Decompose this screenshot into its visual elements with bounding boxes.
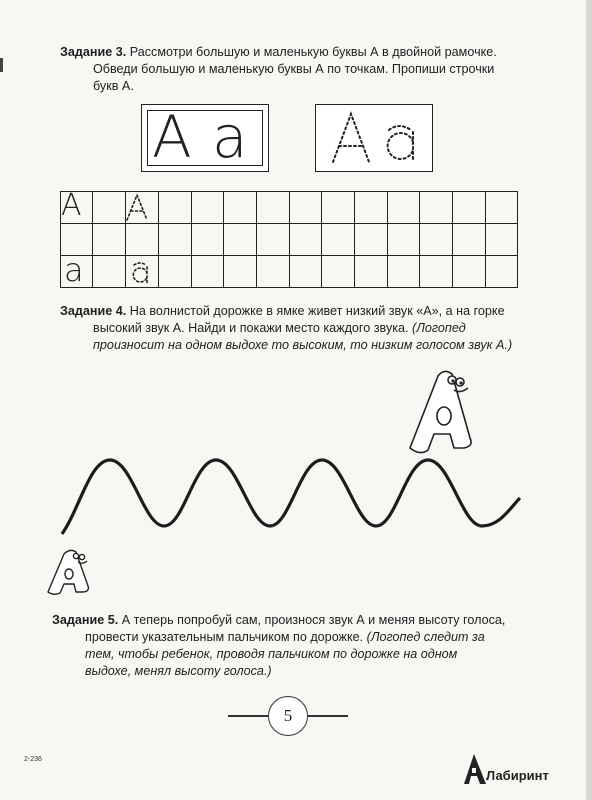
page-edge [586, 0, 592, 800]
grid-letter-lower: а [64, 251, 84, 289]
writing-grid [60, 188, 520, 291]
watermark-logo-icon [462, 752, 488, 786]
page-number-line-right [308, 715, 348, 717]
task4-text [60, 303, 550, 354]
binding-mark [0, 58, 3, 72]
task4-line1: На волнистой дорожке в ямке живет низкий звук «А», а на горке [129, 304, 505, 318]
cartoon-letter-a-large [404, 366, 484, 462]
task5-line4-italic: выдохе, менял высоту голоса.) [85, 664, 272, 678]
dotted-lower-a [388, 126, 413, 162]
task5-title: Задание 5. [52, 613, 119, 627]
task5-line1: А теперь попробуй сам, произнося звук А и меняя высоту голоса, [121, 613, 506, 627]
task4-line3-italic: произносит на одном выдохе то высоким, то низким голосом звук А.) [93, 338, 513, 352]
task3-line1: Рассмотри большую и маленькую буквы А в двойной рамочке. [129, 45, 497, 59]
page-number-line-left [228, 715, 268, 717]
task5-line2: провести указательным пальчиком по дорожке. [85, 630, 364, 644]
grid-dotted-letters [127, 195, 147, 285]
task4-line2-italic: (Логопед [412, 321, 466, 335]
print-code: 2-236 [24, 756, 42, 763]
task3-line2: Обведи большую и маленькую буквы А по точкам. Пропиши строчки [93, 62, 495, 76]
grid-letter-upper: А [61, 188, 82, 223]
page-number: 5 [268, 696, 308, 736]
task3-title: Задание 3. [60, 45, 127, 59]
dotted-upper-a [333, 114, 369, 162]
task5-line3-italic: тем, чтобы ребенок, проводя пальчиком по дорожке на одном [85, 647, 458, 661]
dotted-letters [315, 104, 433, 172]
watermark-text: Лабиринт [486, 768, 549, 783]
task4-line2: высокий звук А. Найди и покажи место каждого звука. [93, 321, 409, 335]
task3-line3: букв А. [93, 79, 134, 93]
cartoon-letter-a-small [44, 546, 100, 596]
task4-title: Задание 4. [60, 304, 127, 318]
letter-upper-solid: А [152, 103, 192, 171]
task5-text [52, 612, 552, 680]
letter-lower-solid: а [212, 103, 248, 171]
task5-line2-italic: (Логопед следит за [366, 630, 485, 644]
task3-text [60, 44, 540, 95]
